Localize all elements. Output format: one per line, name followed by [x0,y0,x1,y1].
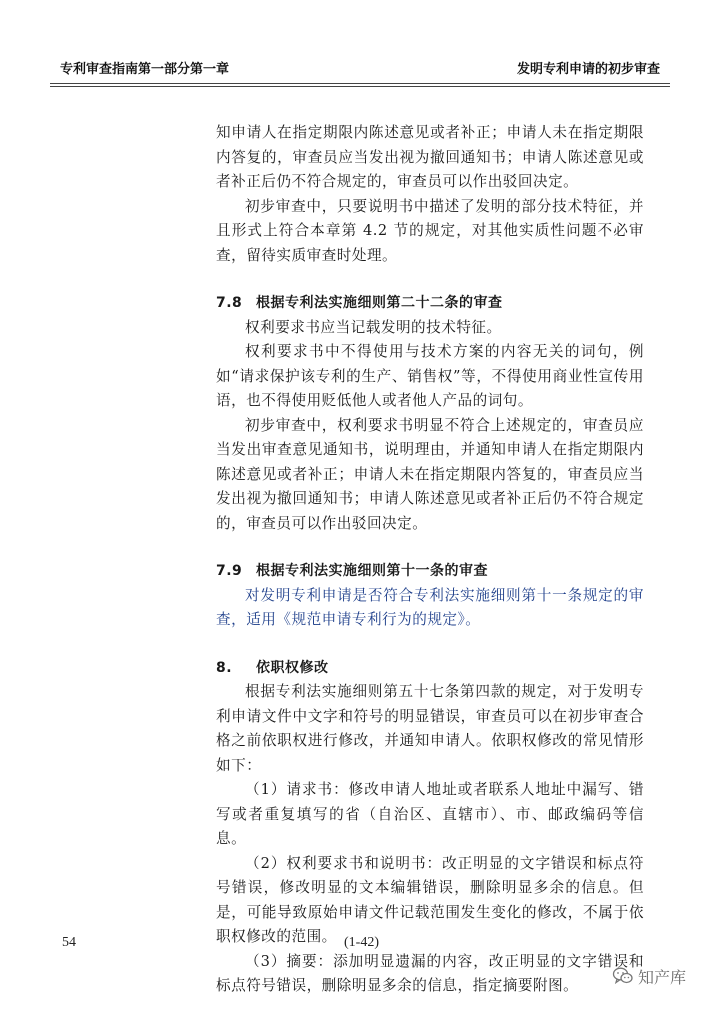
running-header [60,58,660,80]
section-title: 根据专利法实施细则第二十二条的审查 [256,295,503,311]
list-item: （3）摘要：添加明显遗漏的内容，改正明显的文字错误和标点符号错误，删除明显多余的信息，指定摘要附图。 [216,952,644,994]
header-chapter-title: 专利审查指南第一部分第一章 [60,62,230,77]
paragraph: 权利要求书中不得使用与技术方案的内容无关的词句，例如“请求保护该专利的生产、销售权”等，不得使用商业性宣传用语，也不得使用贬低他人或者他人产品的词句。 [216,343,644,409]
list-item: （2）权利要求书和说明书：改正明显的文字错误和标点符号错误，修改明显的文本编辑错误，删除明显多余的信息。但是，可能导致原始申请文件记载范围发生变化的修改，不属于依职权修改的范围。 [216,854,644,945]
section-heading-8 [216,656,644,681]
paragraph: 初步审查中，只要说明书中描述了发明的部分技术特征，并且形式上符合本章第 4.2 节的规定，对其他实质性问题不必审查，留待实质审查时处理。 [216,197,644,264]
section-page-code: (1-42) [344,935,379,950]
wechat-icon [612,966,634,986]
header-section-title: 发明专利申请的初步审查 [516,62,660,77]
section-title: 根据专利法实施细则第十一条的审查 [256,563,488,579]
paragraph: 初步审查中，权利要求书明显不符合上述规定的，审查员应当发出审查意见通知书，说明理由，并通知申请人在指定期限内陈述意见或者补正；申请人未在指定期限内答复的，审查员应当发出视为撤回通知书；申请人陈述意见或者补正后仍不符合规定的，审查员可以作出驳回决定。 [216,416,644,532]
section-heading-7-8 [216,291,644,316]
page-number: 54 [62,935,76,950]
watermark-text: 知产库 [638,967,687,987]
list-item: （1）请求书：修改申请人地址或者联系人地址中漏写、错写或者重复填写的省（自治区、直辖市）、市、邮政编码等信息。 [216,781,644,847]
paragraph: 知申请人在指定期限内陈述意见或者补正；申请人未在指定期限内答复的，审查员应当发出视为撤回通知书；申请人陈述意见或者补正后仍不符合规定的，审查员可以作出驳回决定。 [216,124,644,190]
header-rule-top [50,83,670,84]
section-number: 7.9 [216,563,243,579]
paragraph: 根据专利法实施细则第五十七条第四款的规定，对于发明专利申请文件中文字和符号的明显错误，审查员可以在初步审查合格之前依职权进行修改，并通知申请人。依职权修改的常见情形如下： [216,683,644,774]
section-heading-7-9 [216,559,644,584]
header-rule-bottom [50,86,670,87]
watermark [612,963,686,989]
highlighted-paragraph: 对发明专利申请是否符合专利法实施细则第十一条规定的审查，适用《规范申请专利行为的规定》。 [216,586,644,628]
section-title: 依职权修改 [256,659,329,676]
paragraph: 权利要求书应当记载发明的技术特征。 [245,318,502,336]
section-number: 8. [216,659,233,676]
section-number: 7.8 [216,295,243,311]
page-content [216,121,644,999]
